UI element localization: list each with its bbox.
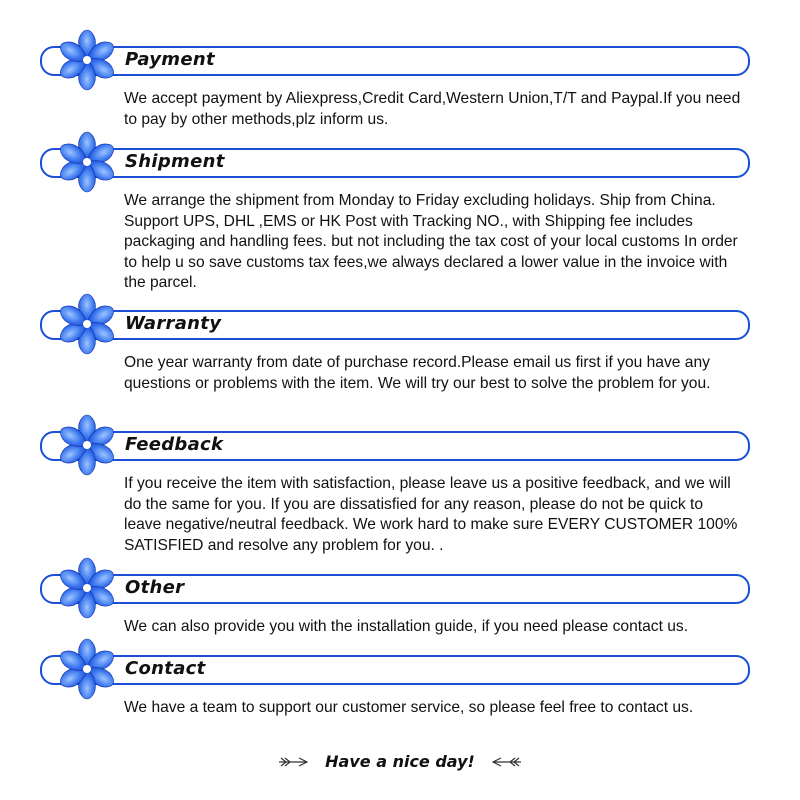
flower-icon xyxy=(55,556,119,620)
flower-icon xyxy=(55,130,119,194)
section-title: Contact xyxy=(125,658,206,679)
section-body: We accept payment by Aliexpress,Credit Card,Western Union,T/T and Paypal.If you need to pay by other methods,plz inform us. xyxy=(124,90,741,128)
arrow-ornament-icon xyxy=(489,755,523,769)
section-body: We can also provide you with the installation guide, if you need please contact us. xyxy=(124,618,689,635)
section-body: We have a team to support our customer service, so please feel free to contact us. xyxy=(124,699,694,716)
section-body: We arrange the shipment from Monday to Friday excluding holidays. Ship from China. Support UPS, DHL ,EMS or HK Post with Tracking NO., with Shipping fee includes packaging and handling fees. but not including the tax cost of your local customs In order to help u so save customs tax fees,we always declared a lower value in the invoice with the parcel. xyxy=(124,192,738,291)
section-title: Feedback xyxy=(125,434,224,455)
flower-icon xyxy=(55,28,119,92)
section-title: Payment xyxy=(125,49,215,70)
flower-icon xyxy=(55,413,119,477)
section-title: Other xyxy=(125,577,185,598)
footer-message: Have a nice day! xyxy=(325,752,475,771)
section-body: If you receive the item with satisfaction, please leave us a positive feedback, and we will do the same for you. If you are dissatisfied for any reason, please do not be quick to leave negative/neutral feedback. We work hard to make sure EVERY CUSTOMER 100% SATISFIED and resolve any problem for you. . xyxy=(124,475,738,554)
flower-icon xyxy=(55,292,119,356)
footer xyxy=(0,752,800,782)
section-body: One year warranty from date of purchase record.Please email us first if you have any questions or problems with the item. We will try our best to solve the problem for you. xyxy=(124,354,711,392)
arrow-ornament-icon xyxy=(277,755,311,769)
flower-icon xyxy=(55,637,119,701)
section-title: Warranty xyxy=(125,313,222,334)
section-title: Shipment xyxy=(125,151,225,172)
